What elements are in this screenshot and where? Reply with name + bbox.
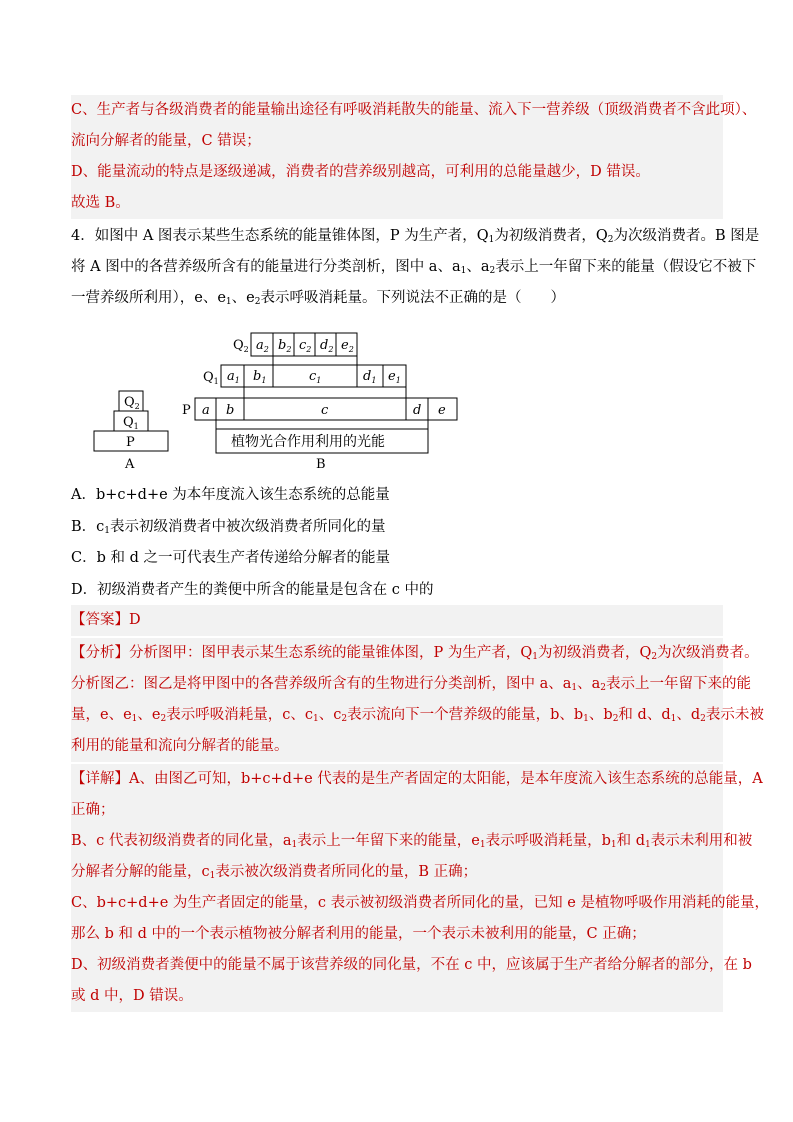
answer-line	[71, 605, 723, 636]
row-q2-label: $Q_2$	[233, 338, 249, 354]
text: 、d	[676, 707, 701, 723]
cell-d2: $d_2$	[320, 338, 334, 354]
sub: 2	[651, 652, 658, 662]
option-text: B．c	[71, 519, 105, 535]
text: 分解者分解的能量，c	[71, 864, 210, 880]
cell-e: e	[438, 403, 446, 418]
cell-e1: $e_1$	[388, 369, 401, 385]
cell-b1: $b_1$	[253, 369, 267, 385]
answer-key: 【答案】	[71, 612, 129, 628]
text: 、e	[137, 707, 161, 723]
text: 表示上一年留下来的能量，e	[297, 833, 480, 849]
text-line: C、生产者与各级消费者的能量输出途径有呼吸消耗散失的能量、流入下一营养级（顶级消费者不含此项）、	[71, 95, 723, 126]
text: 和 d、d	[618, 707, 671, 723]
text: 表示呼吸消耗量，b	[485, 833, 611, 849]
question-line	[71, 283, 723, 314]
text: 分析图乙：图乙是将甲图中的各营养级所含有的生物进行分类剖析，图中 a、a	[71, 676, 572, 692]
q4-text: 4．如图中 A 图表示某些生态系统的能量锥体图，P 为生产者，Q	[71, 228, 489, 244]
cell-b: b	[226, 403, 235, 418]
text: 、c	[318, 707, 342, 723]
detail-line	[71, 764, 763, 795]
text: 表示未被	[705, 707, 764, 723]
cell-e2: $e_2$	[341, 338, 354, 354]
analysis-line	[71, 669, 752, 700]
option-text: 表示初级消费者中被次级消费者所同化的量	[110, 519, 386, 535]
answer-value: D	[129, 612, 141, 628]
cell-d1: $d_1$	[363, 369, 377, 385]
sub: 2	[700, 714, 706, 724]
text-line: 流向分解者的能量，C 错误；	[71, 126, 723, 157]
sub: 1	[583, 714, 589, 724]
q4-text: 表示上一年留下来的能量（假设它不被下	[495, 259, 757, 275]
text: 量，e、e	[71, 707, 132, 723]
text-line: 故选 B。	[71, 188, 723, 219]
text: 表示呼吸消耗量，c、c	[166, 707, 313, 723]
q4-text: 为初级消费者，Q	[494, 228, 608, 244]
question-line	[71, 252, 757, 283]
sub: 2	[607, 235, 614, 245]
sub: 2	[612, 714, 619, 724]
analysis-key: 【分析】	[71, 645, 129, 661]
question-line	[71, 221, 760, 252]
detail-line	[71, 826, 753, 857]
sub: 1	[312, 714, 319, 724]
sub: 2	[489, 266, 496, 276]
cell-c1: $c_1$	[309, 369, 322, 385]
detail-line: 那么 b 和 d 中的一个表示植物被分解者利用的能量，一个表示未被利用的能量，C 正确；	[71, 919, 723, 950]
text: 分析图甲：图甲表示某生态系统的能量锥体图，P 为生产者，Q	[129, 645, 533, 661]
energy-diagram	[90, 328, 470, 478]
text-line: D、能量流动的特点是逐级递减，消费者的营养级别越高，可利用的总能量越少，D 错误。	[71, 157, 723, 188]
sub: 1	[131, 714, 138, 724]
cell-d: d	[413, 403, 422, 418]
sub: 1	[571, 683, 578, 693]
text: 、b	[588, 707, 613, 723]
option-b	[71, 512, 723, 543]
analysis-line	[71, 638, 759, 669]
option-c: C．b 和 d 之一可代表生产者传递给分解者的能量	[71, 550, 390, 566]
cell-a: a	[202, 403, 210, 418]
analysis-line	[71, 700, 764, 731]
sub: 1	[225, 297, 232, 307]
q4-text: 为次级消费者。B 图是	[613, 228, 760, 244]
text: A、由图乙可知，b+c+d+e 代表的是生产者固定的太阳能，是本年度流入该生态系统的总能量，A	[129, 771, 763, 787]
analysis-line: 利用的能量和流向分解者的能量。	[71, 731, 723, 762]
cell-b2: $b_2$	[278, 338, 292, 354]
sub: 1	[104, 526, 111, 536]
sub: 1	[532, 652, 538, 662]
chart-caption: B	[316, 457, 326, 472]
sub: 1	[291, 840, 298, 850]
q4-text: 、a	[466, 259, 490, 275]
sub: 1	[670, 714, 677, 724]
text: 、a	[577, 676, 601, 692]
sub: 1	[645, 840, 651, 850]
cell-a2: $a_2$	[256, 338, 269, 354]
cell-c: c	[321, 403, 329, 418]
q4-text: 、e	[231, 290, 255, 306]
light-energy-label: 植物光合作用利用的光能	[231, 434, 385, 450]
text: 表示未利用和被	[650, 833, 753, 849]
sub: 1	[488, 235, 495, 245]
q4-text: 表示呼吸消耗量。下列说法不正确的是（ ）	[260, 290, 565, 306]
pyramid-caption: A	[125, 457, 135, 472]
detail-key: 【详解】	[71, 771, 129, 787]
pyramid-top-label: $Q_2$	[124, 395, 140, 411]
text: 表示上一年留下来的能	[606, 676, 752, 692]
option-d: D．初级消费者产生的粪便中所含的能量是包含在 c 中的	[71, 582, 434, 598]
text: 表示流向下一个营养级的能量，b、b	[347, 707, 584, 723]
cell-c2: $c_2$	[299, 338, 312, 354]
pyramid-mid-label: $Q_1$	[123, 415, 139, 431]
row-q1-label: $Q_1$	[203, 370, 219, 386]
text: 为初级消费者，Q	[538, 645, 652, 661]
sub: 2	[600, 683, 607, 693]
detail-line: D、初级消费者粪便中的能量不属于该营养级的同化量，不在 c 中，应该属于生产者给分解者的部分，在 b	[71, 950, 723, 981]
row-p-label: P	[182, 403, 191, 418]
cell-a1: $a_1$	[227, 369, 240, 385]
sub: 1	[460, 266, 467, 276]
detail-line: 正确；	[71, 795, 723, 826]
q4-text: 将 A 图中的各营养级所含有的能量进行分类剖析，图中 a、a	[71, 259, 461, 275]
q4-text: 一营养级所利用），e、e	[71, 290, 226, 306]
detail-line: C、b+c+d+e 为生产者固定的能量，c 表示被初级消费者所同化的量，已知 e 是植物呼吸作用消耗的能量，	[71, 888, 723, 919]
sub: 2	[254, 297, 261, 307]
sub: 1	[209, 871, 216, 881]
detail-line	[71, 857, 723, 888]
detail-line: 或 d 中，D 错误。	[71, 981, 723, 1012]
text: 为次级消费者。	[657, 645, 759, 661]
text: B、c 代表初级消费者的同化量，a	[71, 833, 292, 849]
sub: 1	[479, 840, 486, 850]
text: 表示被次级消费者所同化的量，B 正确；	[215, 864, 478, 880]
sub: 1	[610, 840, 617, 850]
option-a: A．b+c+d+e 为本年度流入该生态系统的总能量	[71, 487, 390, 503]
sub: 2	[160, 714, 167, 724]
text: 和 d	[616, 833, 646, 849]
sub: 2	[341, 714, 348, 724]
pyramid-base-label: P	[126, 435, 135, 450]
